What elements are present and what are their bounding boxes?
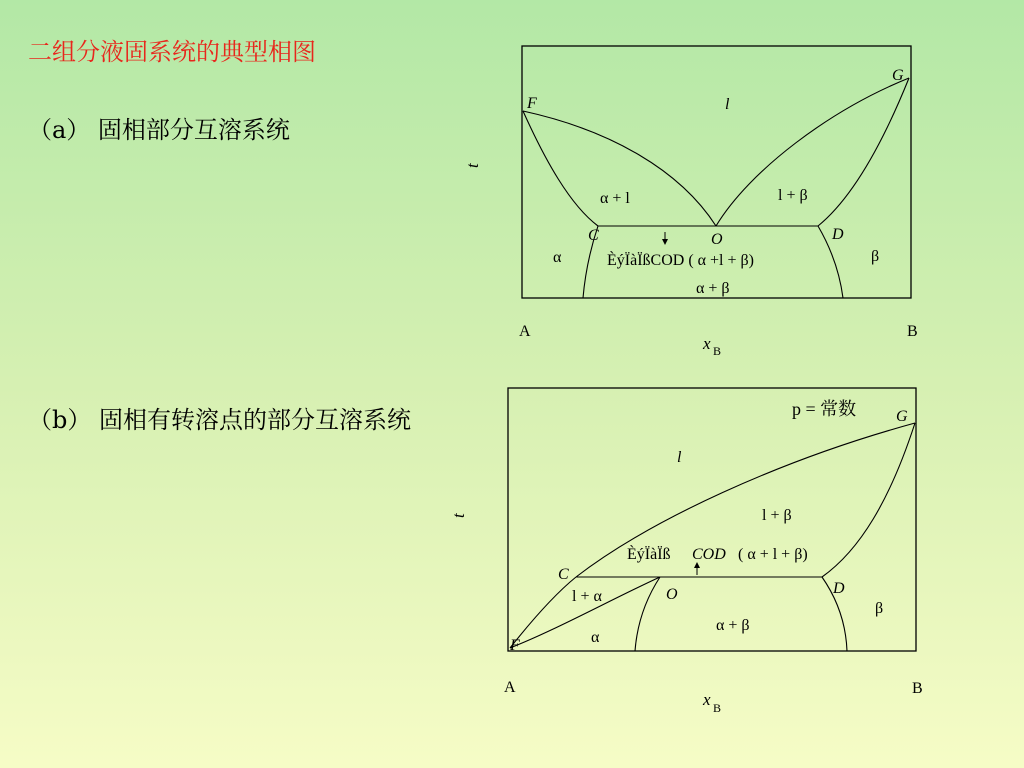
slide-title: 二组分液固系统的典型相图 — [28, 38, 316, 66]
diagram-b-region-l-alpha: l + α — [572, 588, 602, 605]
diagram-a-solidus-right — [818, 78, 909, 226]
diagram-a-t-axis: t — [463, 163, 482, 168]
diagram-a-x-axis-sub: B — [713, 344, 722, 358]
diagram-b-left-end: A — [504, 679, 516, 696]
diagram-b-liquidus-lower — [510, 577, 576, 648]
diagram-a-solidus-left — [523, 111, 598, 226]
diagram-a-liquidus-right — [716, 78, 909, 226]
diagram-b-region-l: l — [677, 449, 682, 466]
diagram-b-point-o: O — [666, 586, 678, 603]
diagram-b-region-alpha-beta: α + β — [716, 617, 750, 634]
diagram-b-solvus-left — [635, 577, 660, 651]
diagram-a-region-l-beta: l + β — [778, 187, 808, 204]
diagram-b-frame — [508, 388, 916, 651]
diagram-a-point-f: F — [527, 95, 537, 112]
diagram-b-x-axis: x — [703, 690, 711, 709]
diagram-a-x-axis: x — [703, 334, 711, 353]
diagram-a-right-end: B — [907, 323, 918, 340]
diagram-b-x-axis-sub: B — [713, 701, 722, 715]
diagram-a-point-c: C — [588, 227, 599, 244]
diagram-b-three-phase-prefix: ÈýÏàÏß — [627, 546, 671, 563]
diagram-b-three-phase-suffix: ( α + l + β) — [738, 546, 808, 563]
diagram-b-point-d: D — [833, 580, 845, 597]
diagram-b-pressure-const: p = 常数 — [792, 399, 857, 419]
diagram-b-point-c: C — [558, 566, 569, 583]
diagram-b-region-alpha: α — [591, 629, 600, 646]
diagram-a-region-alpha: α — [553, 249, 562, 266]
diagram-a-left-end: A — [519, 323, 531, 340]
caption-a: （a） 固相部分互溶系统 — [28, 116, 290, 144]
diagram-a-region-l: l — [725, 96, 730, 113]
diagram-a-region-alpha-l: α + l — [600, 190, 630, 207]
diagram-a-region-alpha-beta: α + β — [696, 280, 730, 297]
diagram-b-solidus-right — [822, 423, 915, 577]
diagram-a-point-d: D — [832, 226, 844, 243]
diagram-b-t-axis: t — [449, 513, 468, 518]
caption-b: （b） 固相有转溶点的部分互溶系统 — [28, 406, 411, 434]
diagram-b-point-f: F — [510, 637, 520, 654]
diagram-b-three-phase-cod: COD — [692, 546, 726, 563]
diagram-b-point-g: G — [896, 408, 908, 425]
diagram-b-region-beta: β — [875, 600, 884, 617]
diagram-b-region-l-beta: l + β — [762, 507, 792, 524]
diagram-a-three-phase-label: ÈýÏàÏßCOD ( α +l + β) — [607, 252, 754, 269]
diagram-a-point-g: G — [892, 67, 904, 84]
diagram-a-region-beta: β — [871, 248, 880, 265]
diagram-a-point-o: O — [711, 231, 723, 248]
diagram-b — [449, 388, 923, 715]
diagram-b-right-end: B — [912, 680, 923, 697]
diagram-a — [463, 46, 918, 358]
